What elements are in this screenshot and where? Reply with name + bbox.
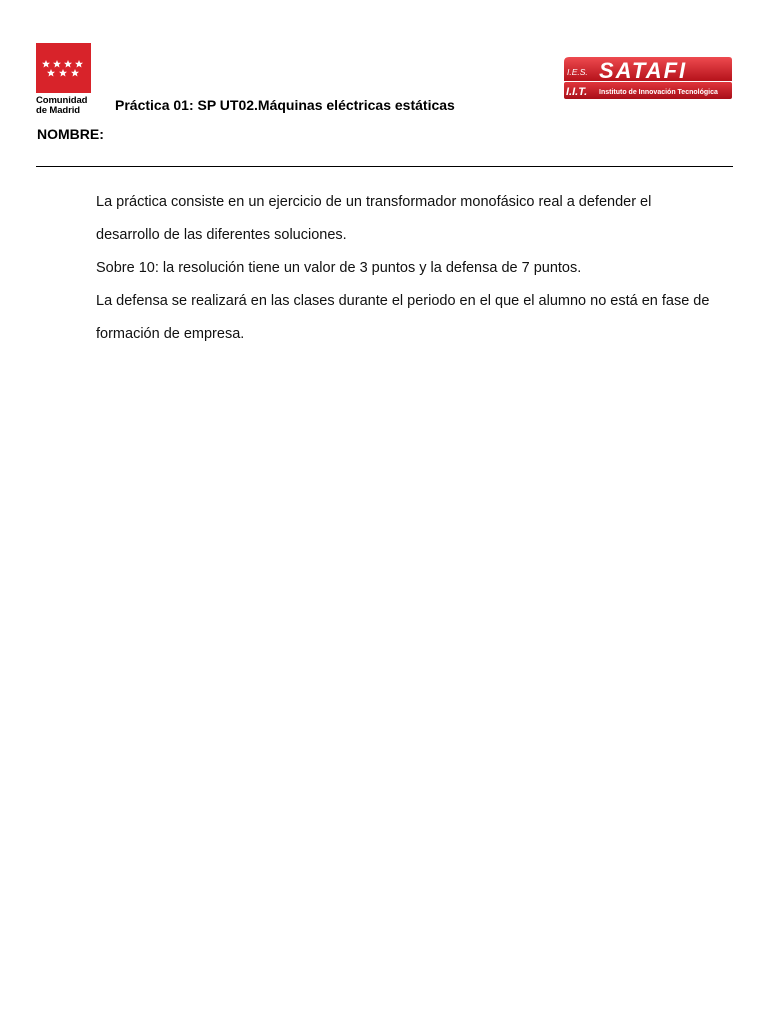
header-divider (36, 166, 733, 167)
logo-left-line-2: de Madrid (36, 104, 80, 116)
logo-right-prefix: I.E.S. (567, 67, 588, 77)
name-label: NOMBRE: (37, 126, 104, 142)
logo-left-line-1: Comunidad (36, 95, 88, 106)
logo-right-sub-prefix: I.I.T. (566, 86, 588, 98)
page-title: Práctica 01: SP UT02.Máquinas eléctricas estáticas (115, 97, 455, 113)
madrid-flag-icon (36, 43, 91, 93)
paragraph-2: Sobre 10: la resolución tiene un valor de 3 puntos y la defensa de 7 puntos. (96, 260, 582, 276)
paragraph-3: La defensa se realizará en las clases durante el periodo en el que el alumno no está en fase de formación de empresa. (96, 293, 710, 342)
logo-right-name: SATAFI (599, 58, 688, 83)
logo-right-sub-text: Instituto de Innovación Tecnológica (599, 89, 718, 96)
ies-satafi-logo (563, 56, 733, 101)
logo-left-text (36, 96, 92, 115)
instructions-body (96, 186, 716, 351)
paragraph-1: La práctica consiste en un ejercicio de un transformador monofásico real a defender el desarrollo de las diferentes soluciones. (96, 194, 652, 243)
comunidad-de-madrid-logo (36, 43, 92, 115)
